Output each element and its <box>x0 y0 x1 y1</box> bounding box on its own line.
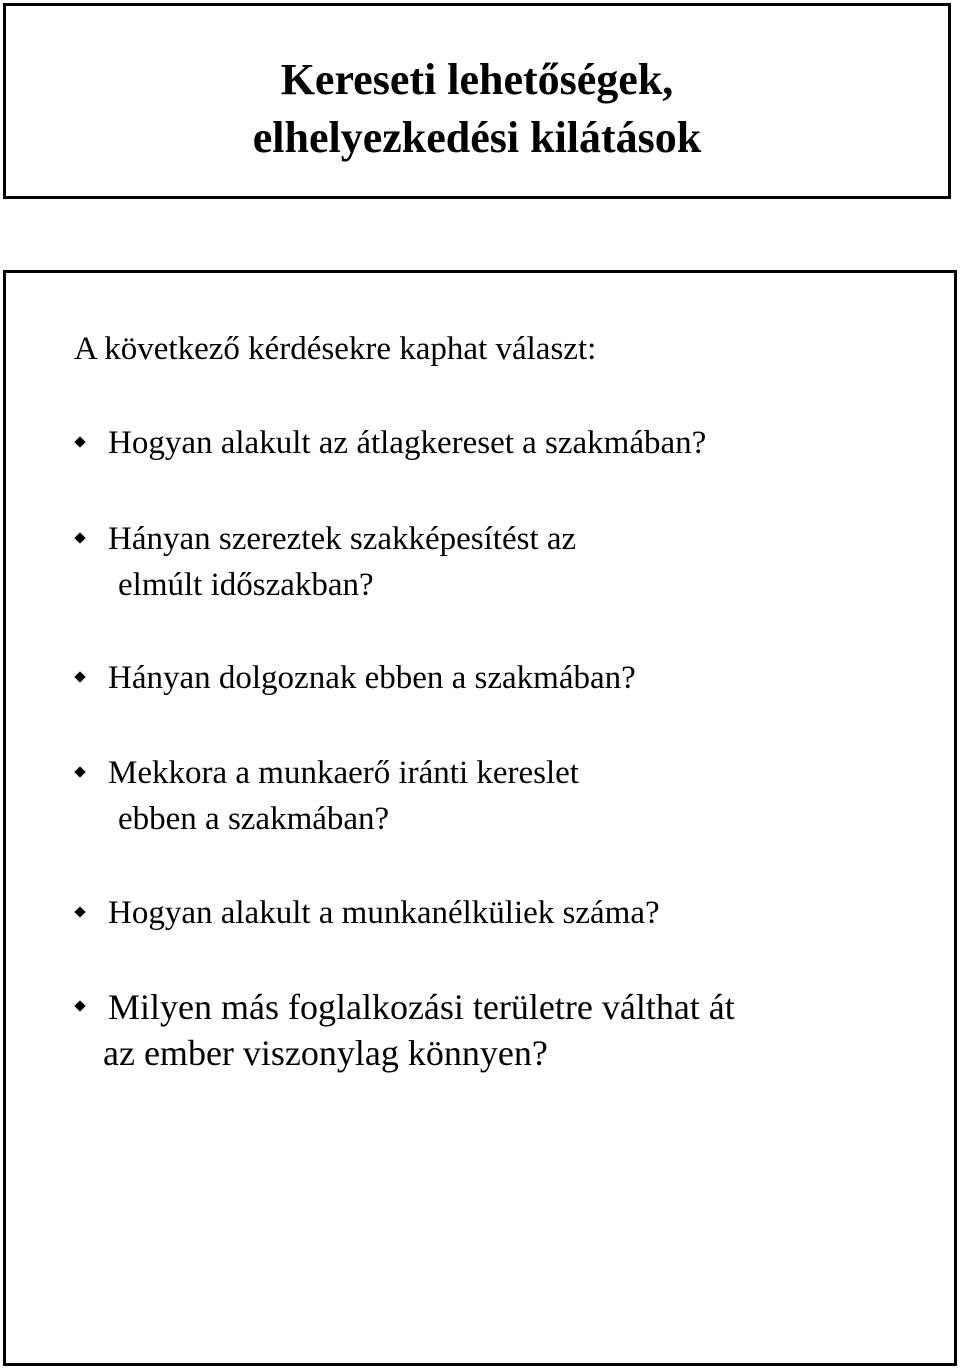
page-title-line-2: elhelyezkedési kilátások <box>252 113 702 162</box>
question-item <box>76 890 660 936</box>
question-text-continued: ebben a szakmában? <box>118 801 390 837</box>
question-text: Mekkora a munkaerő iránti kereslet <box>108 755 579 791</box>
question-text: Hogyan alakult az átlagkereset a szakmában? <box>108 425 707 461</box>
question-text: Hányan szereztek szakképesítést az <box>108 521 577 557</box>
question-item <box>76 655 636 701</box>
question-item <box>76 420 706 466</box>
page-title-line-1: Kereseti lehetőségek, <box>280 55 674 104</box>
question-text: Hányan dolgoznak ebben a szakmában? <box>108 660 636 696</box>
question-item <box>76 984 735 1076</box>
question-text-continued: elmúlt időszakban? <box>118 567 374 603</box>
intro-text: A következő kérdésekre kaphat választ: <box>74 331 597 367</box>
page-title <box>6 51 948 167</box>
question-text-continued: az ember viszonylag könnyen? <box>103 1033 548 1073</box>
question-text: Milyen más foglalkozási területre válthat át <box>108 987 735 1027</box>
question-item <box>76 516 576 608</box>
title-box <box>3 3 951 199</box>
question-item <box>76 750 579 842</box>
question-text: Hogyan alakult a munkanélküliek száma? <box>108 895 660 931</box>
